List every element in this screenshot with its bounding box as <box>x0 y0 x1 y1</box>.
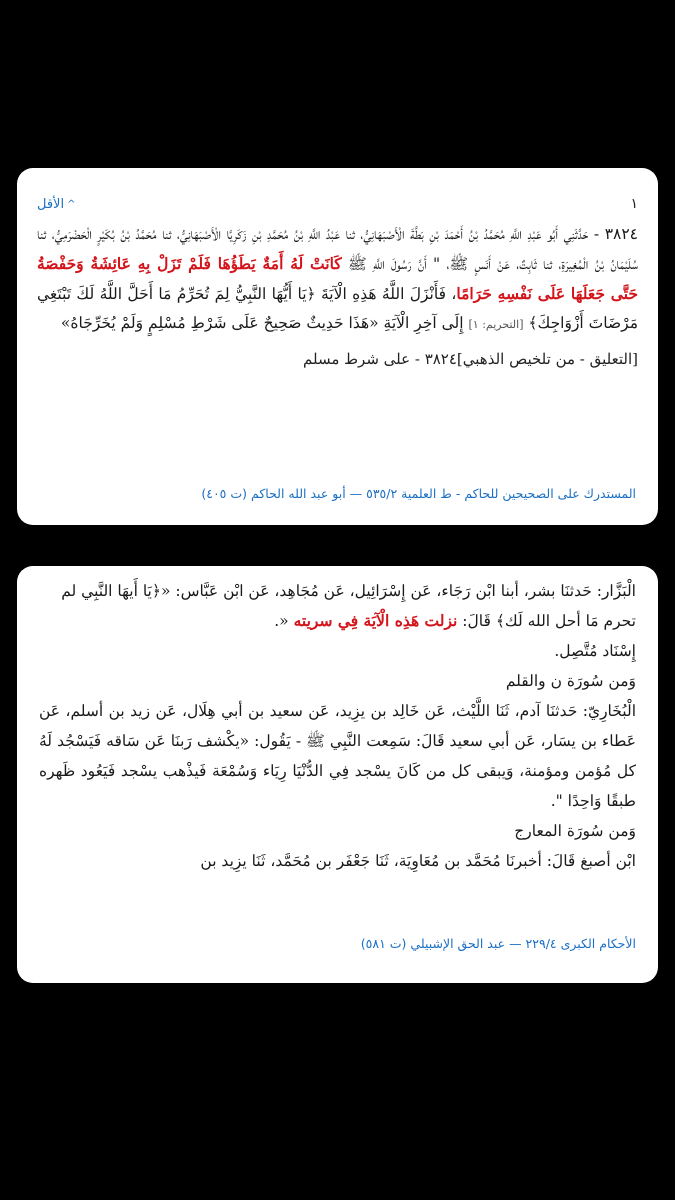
dhahabi-note: [التعليق - من تلخيص الذهبي]٣٨٢٤ - على شرط مسلم <box>303 350 638 368</box>
isnad-note: إِسْنَاد مُتَّصِل. <box>554 642 636 660</box>
result-header <box>37 194 638 214</box>
surah-heading-maarij: وَمن سُورَة المعارج <box>514 822 636 840</box>
hadith-text <box>37 220 638 339</box>
verse-reference: [التحريم: ١] <box>468 318 524 331</box>
hadith-chain: ٣٨٢٤ - حَدَّثَنِي أَبُو عَبْدِ اللَّهِ مُحَمَّدُ بْنُ أَحْمَدَ بْنِ بَطَّةَ الْأَصْبَهَانِيُّ، ثنا عَبْدُ اللَّهِ بْنُ مُحَمَّدِ بْنِ زَكَرِيَّا الْأَصْبَهَانِيُّ، ثنا مُحَمَّدُ بْنُ بُكَيْرٍ الْحَضْرَمِيُّ، ثنا سُلَيْمَانُ بْنُ الْمُغِيرَةِ، ثنا ثَابِتٌ، عَنْ أَنَسٍ ﷺ، " أَنَّ رَسُولَ اللَّهِ ﷺ <box>37 225 638 273</box>
bazzar-end: «. <box>274 612 294 630</box>
bukhari-text: الْبُخَارِيّ: حَدثنَا آدم، ثَنَا اللَّيْث، عَن خَالِد بن يزِيد، عَن سعيد بن أبي هِلَال، عَن زيد بن أسلم، عَن عَطاء بن يسَار، عَن أبي سعيد قَالَ: سَمِعت النَّبِي ﷺ - يَقُول: «يكْشف رَبنَا عَن سَاقه فَيَسْجُد لَهُ كل مُؤمن ومؤمنة، وَيبقى كل من كَانَ يسْجد فِي الدُّنْيَا رِيَاء وَسُمْعَة فَيذْهب يسْجد فَيَعُود ظَهره طبقًا وَاحِدًا ". <box>39 702 636 810</box>
bazzar-chain: الْبَزَّار: حَدثنَا بشر، أبنا ابْن رَجَاء، عَن إِسْرَائِيل، عَن مُجَاهِد، عَن ابْن عَبَّاس: « <box>160 582 636 600</box>
hadith-highlight: كَانَتْ لَهُ أَمَةٌ يَطَؤُهَا فَلَمْ تَزَلْ بِهِ عَائِشَةُ وَحَفْصَةُ حَتَّى جَعَلَهَا عَلَى نَفْسِهِ حَرَامًا <box>37 254 638 303</box>
source-link[interactable]: المستدرك على الصحيحين للحاكم - ط العلمية ٥٣٥/٢ — أبو عبد الله الحاكم (ت ٤٠٥) <box>201 486 636 501</box>
asbagh-text: ابْن أصبغ قَالَ: أخبرنَا مُحَمَّد بن مُعَاوِيَة، ثَنَا جَعْفَر بن مُحَمَّد، ثَنَا يزِيد بن <box>200 852 636 870</box>
search-result-card-2 <box>17 566 658 983</box>
source-link[interactable]: الأحكام الكبرى ٢٢٩/٤ — عبد الحق الإشبيلي (ت ٥٨١) <box>360 936 636 951</box>
hadith-grading: إِلَى آخِرِ الْآيَةِ «هَذَا حَدِيثٌ صَحِيحٌ عَلَى شَرْطِ مُسْلِمٍ وَلَمْ يُخَرِّجَاهُ» <box>60 314 469 332</box>
result-number: ١ <box>630 196 638 212</box>
collapse-button[interactable] <box>37 197 75 212</box>
surah-heading-qalam: وَمن سُورَة ن والقلم <box>505 672 636 690</box>
bazzar-verse: ﴿يَا أَيهَا النَّبِي لم تحرم مَا أحل الله لَك﴾ قَالَ: <box>61 582 636 630</box>
bazzar-text <box>39 576 636 636</box>
bazzar-highlight: نزلت هَذِه الْآيَة فِي سريته <box>293 611 458 630</box>
search-result-card-1 <box>17 168 658 525</box>
chevron-up-icon: ^ <box>67 198 76 210</box>
hadith-verse: ، فَأَنْزَلَ اللَّهُ هَذِهِ الْآيَةَ ﴿يَا أَيُّهَا النَّبِيُّ لِمَ تُحَرِّمُ مَا أَحَلَّ اللَّهُ لَكَ تَبْتَغِي مَرْضَاتَ أَزْوَاجِكَ﴾ <box>37 285 638 332</box>
collapse-label: الأقل <box>37 196 65 212</box>
